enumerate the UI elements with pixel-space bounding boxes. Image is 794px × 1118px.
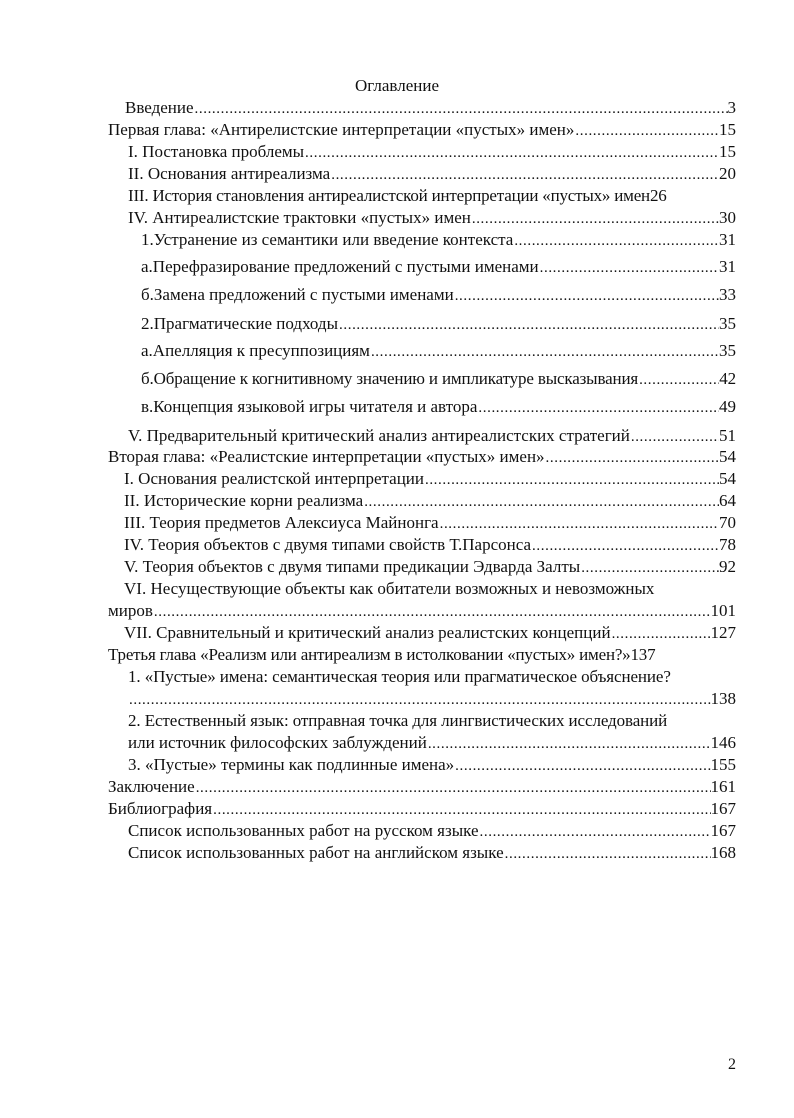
toc-entry[interactable]: Библиография ..... 167: [108, 798, 736, 821]
toc-entry[interactable]: Список использованных работ на русском языке ..... 167: [128, 820, 736, 843]
toc-entry[interactable]: или источник философских заблуждений ..... 146: [128, 732, 736, 755]
toc-entry[interactable]: V. Предварительный критический анализ антиреалистских стратегий ..... 51: [128, 425, 736, 448]
toc-entry[interactable]: II. Исторические корни реализма ..... 64: [124, 490, 736, 513]
toc-entry[interactable]: Третья глава «Реализм или антиреализм в истолковании «пустых» имен?» 137: [108, 645, 656, 664]
toc-heading: Оглавление: [355, 76, 439, 95]
toc-entry[interactable]: Заключение ..... 161: [108, 776, 736, 799]
toc-entry[interactable]: V. Теория объектов с двумя типами предикации Эдварда Залты ..... 92: [124, 556, 736, 579]
toc-entry[interactable]: 1.Устранение из семантики или введение контекста ..... 31: [141, 229, 736, 252]
toc-entry[interactable]: б.Обращение к когнитивному значению и импликатуре высказывания ..... 42: [141, 368, 736, 391]
toc-entry[interactable]: Вторая глава: «Реалистские интерпретации «пустых» имен» ..... 54: [108, 446, 736, 469]
toc-entry[interactable]: б.Замена предложений с пустыми именами ..... 33: [141, 284, 736, 307]
toc-entry[interactable]: 3. «Пустые» термины как подлинные имена» ..... 155: [128, 754, 736, 777]
toc-entry[interactable]: IV. Теория объектов с двумя типами свойств Т.Парсонса ..... 78: [124, 534, 736, 557]
toc-entry-first-line[interactable]: 2. Естественный язык: отправная точка для лингвистических исследований: [128, 711, 668, 730]
toc-entry[interactable]: IV. Антиреалистские трактовки «пустых» имен ..... 30: [128, 207, 736, 230]
page-number: 2: [728, 1056, 736, 1073]
toc-entry[interactable]: в.Концепция языковой игры читателя и автора ..... 49: [141, 396, 736, 419]
toc-entry[interactable]: миров ..... 101: [108, 600, 736, 623]
toc-entry[interactable]: II. Основания антиреализма ..... 20: [128, 163, 736, 186]
toc-entry[interactable]: а.Перефразирование предложений с пустыми именами ..... 31: [141, 256, 736, 279]
toc-entry[interactable]: III. Теория предметов Алексиуса Майнонга ..... 70: [124, 512, 736, 535]
toc-entry-first-line[interactable]: VI. Несуществующие объекты как обитатели возможных и невозможных: [124, 579, 655, 598]
toc-entry[interactable]: ..... 138: [128, 688, 736, 711]
toc-entry[interactable]: а.Апелляция к пресуппозициям ..... 35: [141, 340, 736, 363]
toc-entry[interactable]: Список использованных работ на английском языке ..... 168: [128, 842, 736, 865]
toc-entry[interactable]: Введение ..... 3: [125, 97, 736, 120]
toc-entry[interactable]: Первая глава: «Антирелистские интерпретации «пустых» имен» ..... 15: [108, 119, 736, 142]
toc-entry[interactable]: I. Постановка проблемы ..... 15: [128, 141, 736, 164]
toc-entry[interactable]: I. Основания реалистской интерпретации ..... 54: [124, 468, 736, 491]
toc-entry[interactable]: III. История становления антиреалистской интерпретации «пустых» имен 26: [128, 186, 667, 205]
toc-entry[interactable]: VII. Сравнительный и критический анализ реалистских концепций ..... 127: [124, 622, 736, 645]
toc-entry-first-line[interactable]: 1. «Пустые» имена: семантическая теория или прагматическое объяснение?: [128, 667, 671, 686]
toc-entry[interactable]: 2.Прагматические подходы ..... 35: [141, 313, 736, 336]
